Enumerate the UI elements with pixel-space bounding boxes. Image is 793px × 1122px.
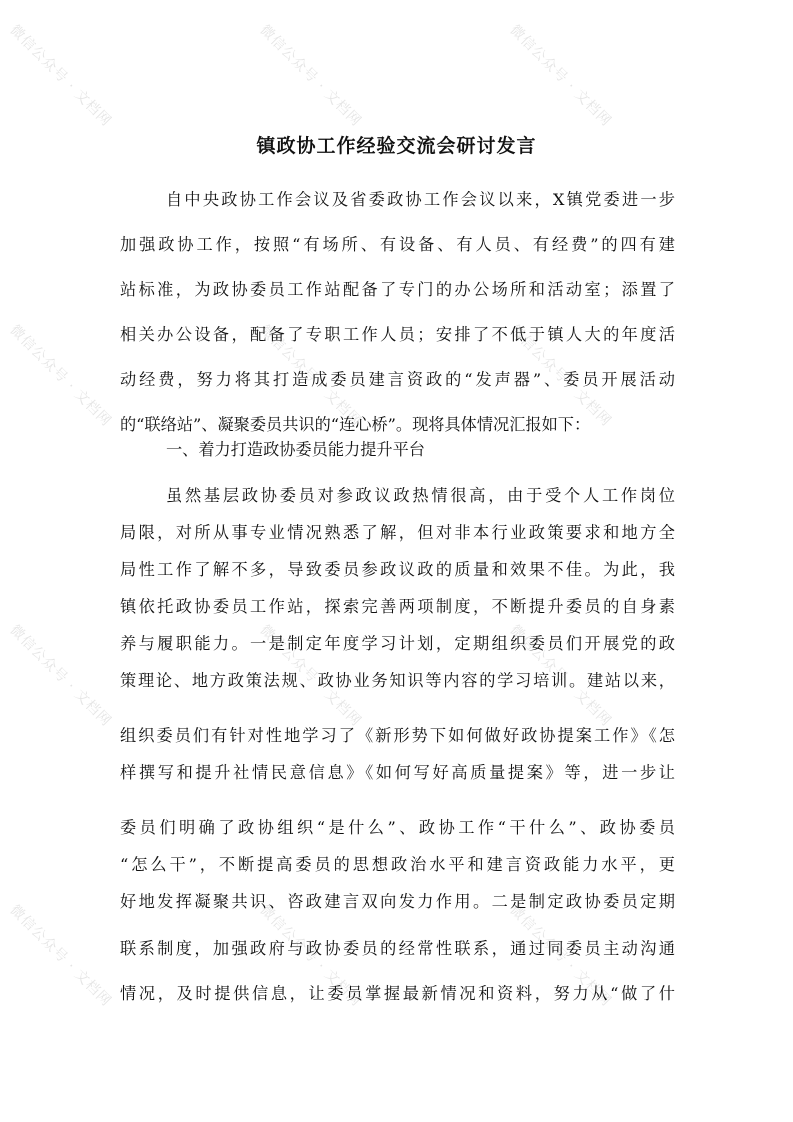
watermark: 微信公众号 · 文档网	[6, 902, 115, 1010]
watermark: 微信公众号 · 文档网	[506, 902, 615, 1010]
body-line: 自中央政协工作会议及省委政协工作会议以来，X镇党委进一步	[166, 190, 675, 209]
body-line: 局性工作了解不多，导致委员参政议政的质量和效果不佳。为此，我	[120, 560, 675, 579]
watermark: 微信公众号 · 文档网	[6, 322, 115, 430]
body-line: 组织委员们有针对性地学习了《新形势下如何做好政协提案工作》《怎	[120, 726, 675, 745]
body-line: 局限，对所从事专业情况熟悉了解，但对非本行业政策要求和地方全	[120, 523, 675, 542]
watermark: 微信公众号 · 文档网	[6, 22, 115, 130]
body-line: 委员们明确了政协组织“是什么”、政协工作“干什么”、政协委员	[120, 818, 675, 837]
body-line: 策理论、地方政策法规、政协业务知识等内容的学习培训。建站以来，	[120, 671, 675, 690]
body-line: 样撰写和提升社情民意信息》《如何写好高质量提案》等，进一步让	[120, 763, 675, 782]
body-line: 镇依托政协委员工作站，探索完善两项制度，不断提升委员的自身素	[120, 597, 675, 616]
body-line: 联系制度，加强政府与政协委员的经常性联系，通过同委员主动沟通	[120, 939, 675, 958]
body-line: 站标准，为政协委员工作站配备了专门的办公场所和活动室；添置了	[120, 280, 675, 299]
body-line: 动经费，努力将其打造成委员建言资政的“发声器”、委员开展活动	[120, 370, 675, 389]
body-line: 虽然基层政协委员对参政议政热情很高，由于受个人工作岗位	[166, 486, 675, 505]
watermark: 微信公众号 · 文档网	[256, 22, 365, 130]
page-title: 镇政协工作经验交流会研讨发言	[256, 135, 537, 157]
watermark: 微信公众号 · 文档网	[256, 622, 365, 730]
watermark: 微信公众号 · 文档网	[256, 902, 365, 1010]
body-line: 的“联络站”、凝聚委员共识的“连心桥”。现将具体情况汇报如下：	[120, 415, 591, 434]
body-line: 好地发挥凝聚共识、咨政建言双向发力作用。二是制定政协委员定期	[120, 892, 675, 911]
watermark: 微信公众号 · 文档网	[506, 622, 615, 730]
watermark: 微信公众号 · 文档网	[6, 622, 115, 730]
body-line: 情况，及时提供信息，让委员掌握最新情况和资料，努力从“做了什	[120, 984, 675, 1003]
watermark: 微信公众号 · 文档网	[506, 22, 615, 130]
watermark: 微信公众号 · 文档网	[506, 322, 615, 430]
body-line: 养与履职能力。一是制定年度学习计划，定期组织委员们开展党的政	[120, 634, 675, 653]
watermark: 微信公众号 · 文档网	[256, 322, 365, 430]
body-line: 加强政协工作，按照“有场所、有设备、有人员、有经费”的四有建	[120, 235, 675, 254]
section-heading: 一、着力打造政协委员能力提升平台	[166, 440, 425, 459]
body-line: “怎么干”，不断提高委员的思想政治水平和建言资政能力水平，更	[120, 855, 675, 874]
body-line: 相关办公设备，配备了专职工作人员；安排了不低于镇人大的年度活	[120, 325, 675, 344]
